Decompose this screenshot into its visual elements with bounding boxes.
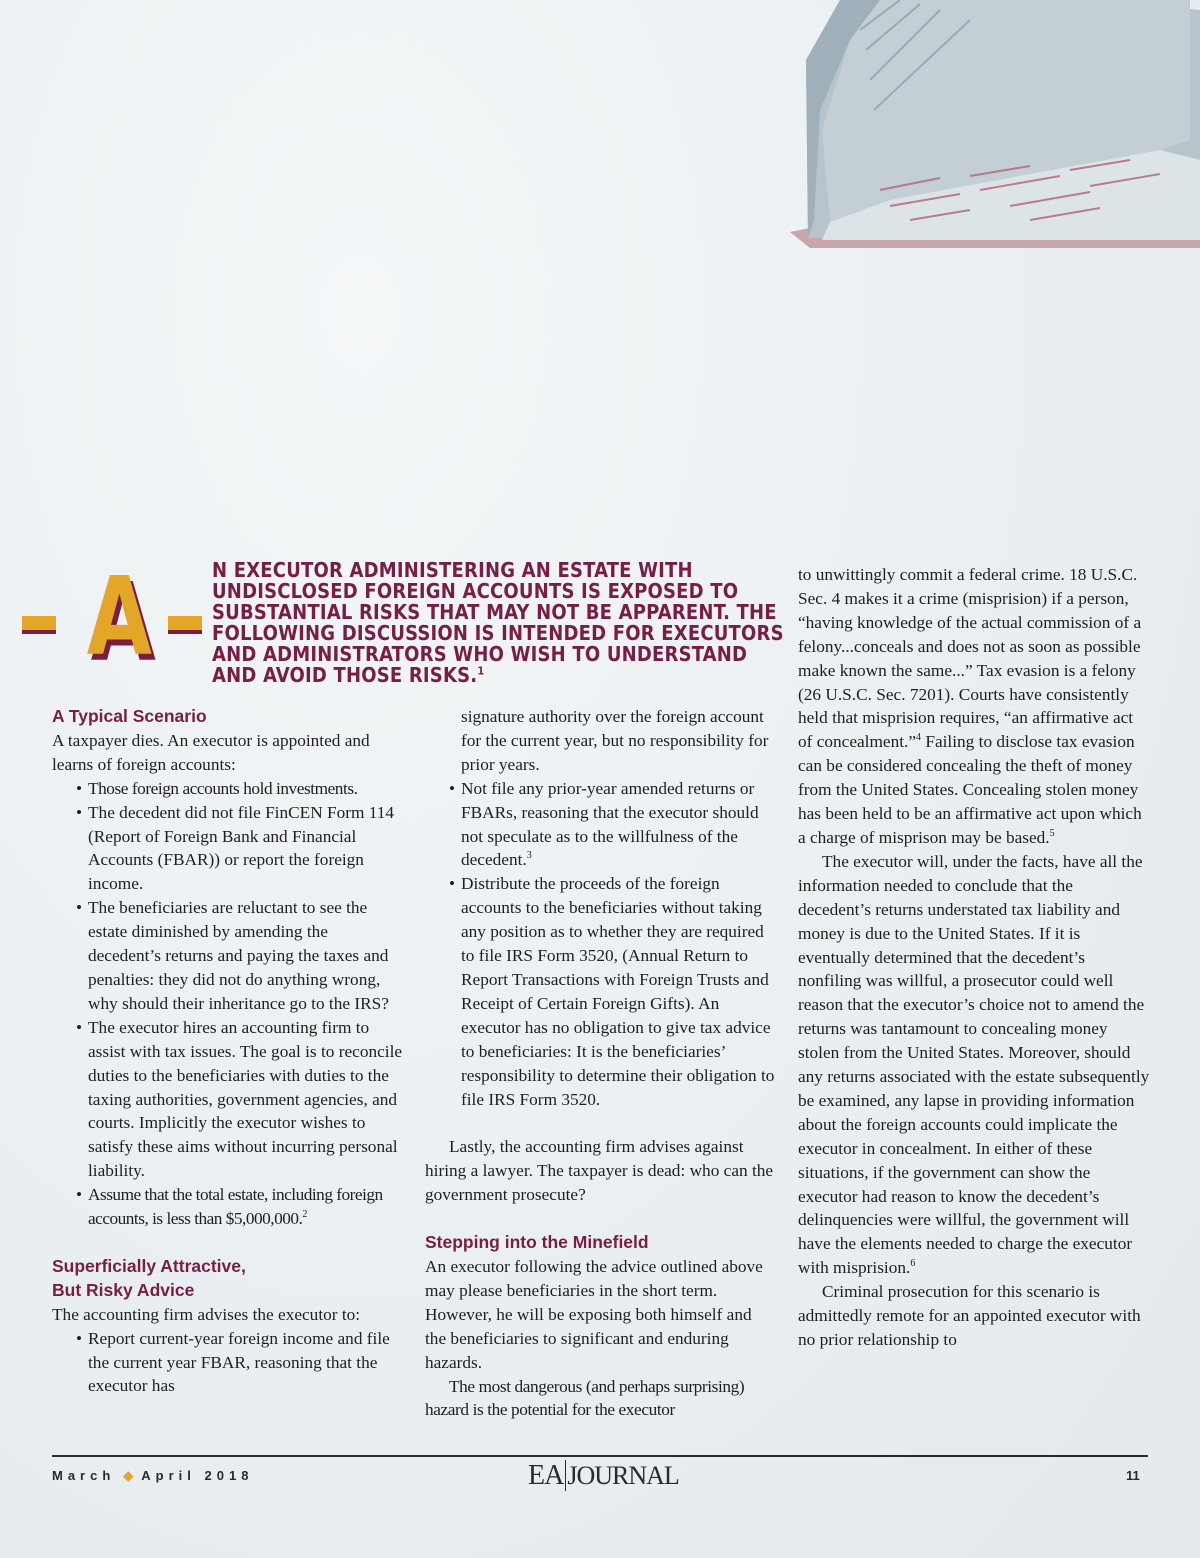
- lede-paragraph: [212, 560, 792, 686]
- list-item-text: Distribute the proceeds of the foreign accounts to the beneficiaries without taking any position as to whether they are required to file IRS Form 3520, (Annual Return to Report Transactions with Foreign Trusts and Receipt of Certain Foreign Gifts). An executor has no obligation to give tax advice to beneficiaries: It is the beneficiaries’ responsibility to determine their obligation to file IRS Form 3520.: [461, 874, 775, 1109]
- list-item: [425, 777, 777, 873]
- list-item: [52, 1183, 404, 1231]
- footnote-ref: 4: [916, 732, 922, 744]
- list-item-text: signature authority over the foreign account for the current year, but no responsibility for prior years.: [461, 707, 769, 774]
- paragraph: [798, 563, 1150, 850]
- paragraph: The accounting firm advises the executor to:: [52, 1304, 361, 1324]
- logo-ea: EA: [528, 1460, 566, 1491]
- section-heading-risky-advice-line1: Superficially Attractive,: [52, 1255, 246, 1276]
- list-item-text: Not file any prior-year amended returns or FBARs, reasoning that the executor should not speculate as to the willfulness of the decedent.: [461, 778, 759, 870]
- drop-cap-right-bar: [168, 616, 202, 630]
- footer-month-year: April 2018: [141, 1468, 254, 1483]
- paragraph: Lastly, the accounting firm advises against hiring a lawyer. The taxpayer is dead: who can the government prosecute?: [425, 1137, 774, 1205]
- section-heading-risky-advice-line2: But Risky Advice: [52, 1279, 195, 1300]
- list-item-text: The executor hires an accounting firm to assist with tax issues. The goal is to reconcile duties to the beneficiaries with duties to the taxing authorities, government agencies, and courts. Implicitly the executor wishes to satisfy these aims without incurring personal liability.: [88, 1017, 403, 1181]
- drop-cap: [22, 555, 202, 685]
- stacked-documents-illustration: [770, 0, 1200, 260]
- section-heading-minefield: Stepping into the Minefield: [425, 1232, 649, 1253]
- section-heading-typical-scenario: A Typical Scenario: [52, 706, 207, 726]
- paragraph: Criminal prosecution for this scenario is admittedly remote for an appointed executor with no prior relationship to: [798, 1282, 1141, 1349]
- list-item-text: The beneficiaries are reluctant to see the estate diminished by amending the decedent’s returns and paying the taxes and penalties: they did not do anything wrong, why should their inheritance go to the IRS?: [88, 898, 389, 1013]
- list-item: [52, 1016, 404, 1183]
- list-item-text: The decedent did not file FinCEN Form 114 (Report of Foreign Bank and Financial Accounts (FBAR)) or report the foreign income.: [88, 802, 395, 894]
- list-item-text: Those foreign accounts hold investments.: [88, 778, 358, 798]
- footnote-ref: 6: [910, 1258, 916, 1270]
- bullet-separator-icon: ◆: [123, 1468, 134, 1483]
- page-number: 11: [1126, 1468, 1140, 1483]
- drop-cap-letter: A: [86, 555, 153, 680]
- list-item: [52, 896, 404, 1016]
- drop-cap-left-bar: [22, 616, 56, 630]
- article-column-3: [798, 563, 1150, 1352]
- paragraph: A taxpayer dies. An executor is appointed and learns of foreign accounts:: [52, 730, 370, 774]
- list-item: [52, 777, 404, 801]
- footnote-ref: 5: [1049, 828, 1055, 840]
- list-item-text: Assume that the total estate, including foreign accounts, is less than $5,000,000.: [88, 1185, 383, 1229]
- article-column-2: [425, 705, 777, 1422]
- footer-rule: [52, 1455, 1148, 1457]
- footnote-ref: 2: [302, 1209, 307, 1221]
- list-item-continued: [425, 705, 777, 777]
- footer-month: March: [52, 1468, 116, 1483]
- paragraph: An executor following the advice outlined above may please beneficiaries in the short term. However, he will be exposing both himself and the beneficiaries to significant and enduring hazards.: [425, 1257, 763, 1372]
- advice-list: [52, 1327, 404, 1399]
- journal-logo: [528, 1460, 679, 1492]
- list-item: [52, 1327, 404, 1399]
- lede-footnote-ref: 1: [477, 664, 485, 678]
- scenario-list: [52, 777, 404, 1231]
- list-item: [52, 801, 404, 897]
- paragraph: [798, 850, 1150, 1280]
- paragraph-text: The executor will, under the facts, have all the information needed to conclude that the decedent’s returns understated tax liability and money is due to the United States. If it is eventually determined that the decedent’s nonfiling was willful, a prosecutor could well reason that the executor’s choice not to amend the returns was tantamount to concealing money stolen from the United States. Moreover, should any returns associated with the estate subsequently be examined, any lapse in providing information about the foreign accounts could implicate the executor in concealment. In either of these situations, if the government can show the executor had reason to know the decedent’s delinquencies were willful, the government will have the elements needed to charge the executor with misprision.: [798, 851, 1150, 1278]
- advice-list-continued: [425, 705, 777, 1111]
- list-item: [425, 872, 777, 1111]
- logo-journal: JOURNAL: [567, 1461, 679, 1490]
- footer-issue-date: [52, 1468, 253, 1484]
- paragraph-text: Failing to disclose tax evasion can be considered concealing the theft of money from the United States. Concealing stolen money has been held to be an affirmative act upon which a charge of misprison may be based.: [798, 732, 1142, 847]
- article-column-1: [52, 705, 404, 1398]
- list-item-text: Report current-year foreign income and file the current year FBAR, reasoning that the executor has: [88, 1328, 390, 1396]
- lede-text: N EXECUTOR ADMINISTERING AN ESTATE WITH UNDISCLOSED FOREIGN ACCOUNTS IS EXPOSED TO SUBSTANTIAL RISKS THAT MAY NOT BE APPARENT. THE FOLLOWING DISCUSSION IS INTENDED FOR EXECUTORS AND ADMINISTRATORS WHO WISH TO UNDERSTAND AND AVOID THOSE RISKS.: [212, 558, 784, 687]
- paragraph-text: to unwittingly commit a federal crime. 18 U.S.C. Sec. 4 makes it a crime (misprision) if a person, “having knowledge of the actual commission of a felony...conceals and does not as soon as possible make known the same...” Tax evasion is a felony (26 U.S.C. Sec. 7201). Courts have consistently held that misprision requires, “an affirmative act of concealment.”: [798, 565, 1142, 752]
- footnote-ref: 3: [526, 850, 532, 862]
- paragraph: The most dangerous (and perhaps surprising) hazard is the potential for the executor: [425, 1376, 745, 1420]
